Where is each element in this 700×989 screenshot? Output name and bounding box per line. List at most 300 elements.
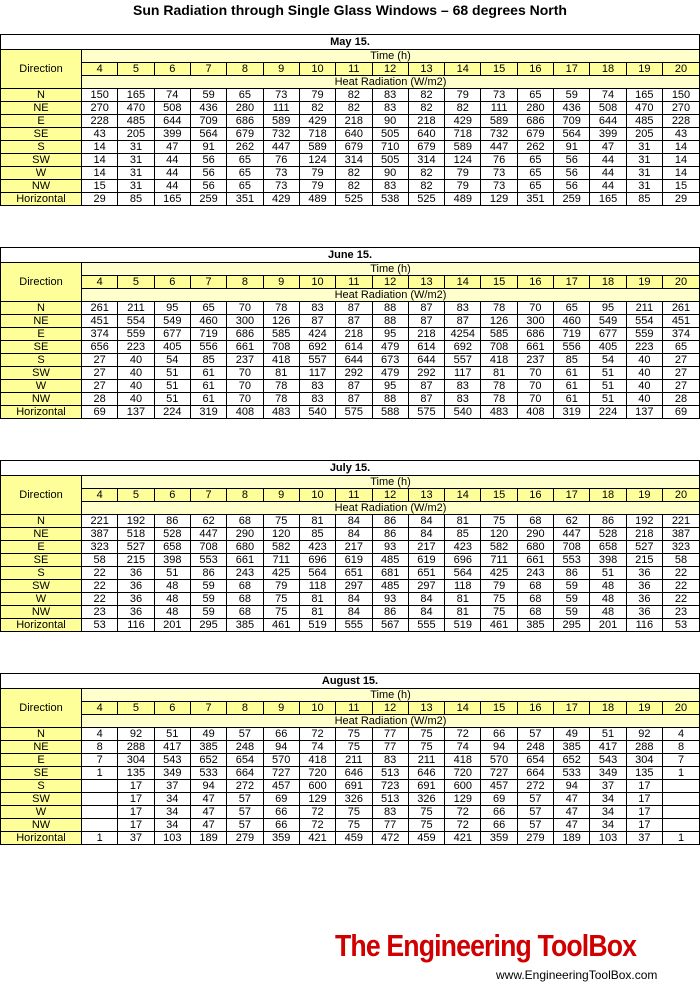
radiation-value: 36 [626,567,662,580]
radiation-value: 51 [590,567,626,580]
radiation-value: 82 [408,167,444,180]
radiation-value: 564 [299,567,335,580]
radiation-value: 79 [299,180,335,193]
radiation-value: 116 [626,619,662,632]
radiation-value: 555 [408,619,444,632]
radiation-value: 525 [408,193,444,206]
radiation-value: 417 [154,741,190,754]
month-block [0,34,700,206]
radiation-value: 679 [408,141,444,154]
radiation-value: 17 [626,780,662,793]
radiation-value: 505 [372,128,408,141]
radiation-value: 61 [190,393,226,406]
radiation-value: 165 [626,89,662,102]
radiation-value: 78 [263,393,299,406]
radiation-value: 17 [626,819,662,832]
radiation-value: 589 [445,141,481,154]
month-title: May 15. [1,35,699,50]
radiation-value: 66 [481,806,517,819]
radiation-value: 405 [154,341,190,354]
radiation-value: 75 [336,806,372,819]
radiation-value: 51 [154,367,190,380]
hour-header: 19 [626,276,662,289]
radiation-value: 120 [481,528,517,541]
radiation-value: 22 [663,593,700,606]
radiation-value: 677 [154,328,190,341]
radiation-value: 644 [336,354,372,367]
radiation-value: 708 [190,541,226,554]
radiation-value: 37 [626,832,662,845]
radiation-value: 53 [663,619,700,632]
radiation-value: 564 [445,567,481,580]
radiation-value: 87 [299,315,335,328]
radiation-value: 314 [336,154,372,167]
radiation-value: 72 [445,728,481,741]
radiation-value: 17 [118,819,154,832]
radiation-value: 540 [445,406,481,419]
radiation-value: 557 [299,354,335,367]
radiation-value: 304 [626,754,662,767]
hour-header: 5 [118,489,154,502]
radiation-value: 95 [372,380,408,393]
radiation-value: 68 [227,593,263,606]
radiation-value [663,819,700,832]
radiation-value: 349 [154,767,190,780]
radiation-value: 436 [554,102,590,115]
direction-label: S [1,567,82,580]
direction-header: Direction [1,50,82,89]
radiation-value: 51 [154,393,190,406]
radiation-value: 74 [590,89,626,102]
radiation-value: 485 [372,554,408,567]
radiation-value: 385 [517,619,553,632]
radiation-value: 280 [517,102,553,115]
radiation-value: 326 [336,793,372,806]
radiation-value: 37 [590,780,626,793]
radiation-value: 126 [263,315,299,328]
radiation-value: 218 [336,115,372,128]
hour-header: 16 [517,63,553,76]
radiation-value: 73 [481,167,517,180]
radiation-value: 349 [590,767,626,780]
direction-label: SW [1,793,82,806]
radiation-value: 47 [190,819,226,832]
radiation-value: 27 [82,354,118,367]
radiation-value: 47 [554,806,590,819]
radiation-value: 65 [517,167,553,180]
radiation-value: 27 [82,367,118,380]
radiation-value: 288 [626,741,662,754]
radiation-value: 27 [663,380,700,393]
radiation-value: 40 [626,393,662,406]
radiation-value: 36 [626,580,662,593]
time-header: Time (h) [82,476,700,489]
radiation-value: 215 [118,554,154,567]
table-row [1,380,699,393]
radiation-value: 73 [263,89,299,102]
radiation-value: 74 [299,741,335,754]
radiation-value: 479 [372,367,408,380]
hour-header: 6 [154,63,190,76]
radiation-value: 661 [517,341,553,354]
radiation-value: 677 [590,328,626,341]
radiation-value: 36 [626,593,662,606]
radiation-value: 68 [517,606,553,619]
direction-label: W [1,380,82,393]
radiation-value: 589 [481,115,517,128]
radiation-value: 44 [154,167,190,180]
radiation-value: 261 [663,302,700,315]
radiation-value: 489 [445,193,481,206]
radiation-value: 73 [263,167,299,180]
radiation-value: 57 [227,806,263,819]
radiation-value: 646 [336,767,372,780]
radiation-value: 69 [263,793,299,806]
radiation-value: 270 [82,102,118,115]
hour-header: 8 [227,489,263,502]
radiation-value: 56 [190,154,226,167]
table-row [1,767,699,780]
radiation-value: 81 [299,515,335,528]
table-row [1,515,699,528]
radiation-value: 66 [263,728,299,741]
radiation-value: 137 [118,406,154,419]
radiation-value: 65 [227,154,263,167]
radiation-value: 553 [554,554,590,567]
radiation-value: 61 [554,367,590,380]
radiation-value [82,793,118,806]
radiation-value: 720 [445,767,481,780]
radiation-value: 77 [372,819,408,832]
radiation-value: 405 [590,341,626,354]
direction-label: NE [1,741,82,754]
radiation-value: 461 [481,619,517,632]
radiation-value: 472 [372,832,408,845]
hour-header: 10 [299,63,335,76]
radiation-value: 51 [590,367,626,380]
table-row [1,780,699,793]
radiation-value: 290 [227,528,263,541]
radiation-value: 56 [554,167,590,180]
radiation-value: 248 [517,741,553,754]
radiation-value: 189 [554,832,590,845]
radiation-value: 61 [190,367,226,380]
hour-header: 7 [190,63,226,76]
hour-header: 12 [372,63,408,76]
table-row [1,754,699,767]
radiation-value: 82 [336,180,372,193]
radiation-value: 77 [372,728,408,741]
radiation-value: 4 [82,728,118,741]
radiation-value: 300 [517,315,553,328]
radiation-value: 27 [663,367,700,380]
radiation-value: 8 [663,741,700,754]
radiation-value: 519 [445,619,481,632]
radiation-value: 36 [626,606,662,619]
radiation-value: 65 [227,180,263,193]
radiation-value: 228 [663,115,700,128]
radiation-value: 17 [118,806,154,819]
radiation-value: 59 [554,606,590,619]
radiation-value: 75 [408,728,444,741]
radiation-value: 447 [481,141,517,154]
radiation-value: 17 [118,780,154,793]
radiation-value: 710 [372,141,408,154]
radiation-value: 17 [626,806,662,819]
hour-header: 12 [372,489,408,502]
hour-header: 13 [408,489,444,502]
radiation-value: 82 [408,180,444,193]
radiation-value: 124 [299,154,335,167]
site-url[interactable]: www.EngineeringToolBox.com [496,968,658,982]
radiation-value: 429 [263,193,299,206]
direction-label: E [1,328,82,341]
radiation-value: 31 [626,180,662,193]
radiation-value: 31 [118,141,154,154]
radiation-value: 314 [408,154,444,167]
radiation-value: 51 [154,567,190,580]
radiation-value: 85 [299,528,335,541]
radiation-value: 82 [445,102,481,115]
table-row [1,406,699,419]
direction-label: Horizontal [1,193,82,206]
radiation-value: 7 [663,754,700,767]
direction-label: S [1,780,82,793]
radiation-value: 72 [445,806,481,819]
radiation-value: 36 [118,606,154,619]
radiation-value: 36 [118,593,154,606]
radiation-value: 75 [481,593,517,606]
radiation-value: 8 [82,741,118,754]
hour-header: 16 [517,489,553,502]
radiation-value: 519 [299,619,335,632]
heat-radiation-header: Heat Radiation (W/m2) [82,76,700,89]
radiation-value: 117 [445,367,481,380]
radiation-value: 408 [227,406,263,419]
radiation-value: 77 [372,741,408,754]
radiation-value: 644 [590,115,626,128]
radiation-value: 94 [481,741,517,754]
radiation-value: 31 [118,167,154,180]
radiation-value: 85 [118,193,154,206]
radiation-value: 554 [626,315,662,328]
hour-header: 11 [336,489,372,502]
hour-header: 18 [590,489,626,502]
radiation-value: 120 [263,528,299,541]
radiation-value: 90 [372,115,408,128]
radiation-value: 82 [336,102,372,115]
radiation-value: 658 [590,541,626,554]
radiation-value: 614 [408,341,444,354]
radiation-value: 91 [554,141,590,154]
hour-header: 20 [663,489,700,502]
radiation-value: 59 [190,89,226,102]
hour-header: 7 [190,702,226,715]
radiation-value: 84 [408,528,444,541]
radiation-value: 66 [263,819,299,832]
radiation-value: 374 [82,328,118,341]
radiation-value: 65 [227,89,263,102]
radiation-value: 295 [190,619,226,632]
radiation-value: 85 [445,528,481,541]
radiation-value: 557 [445,354,481,367]
radiation-value: 95 [590,302,626,315]
table-row [1,728,699,741]
radiation-value: 555 [336,619,372,632]
radiation-value: 83 [299,393,335,406]
heat-radiation-header: Heat Radiation (W/m2) [82,715,700,728]
radiation-value: 447 [190,528,226,541]
radiation-value: 165 [590,193,626,206]
radiation-value: 56 [554,154,590,167]
radiation-value: 297 [408,580,444,593]
table-row [1,193,699,206]
radiation-value: 72 [299,728,335,741]
radiation-value: 582 [481,541,517,554]
radiation-value: 84 [408,606,444,619]
radiation-value: 103 [590,832,626,845]
radiation-value: 22 [663,567,700,580]
radiation-value: 70 [227,393,263,406]
hour-header: 5 [118,63,154,76]
radiation-value: 59 [190,606,226,619]
radiation-value: 37 [118,832,154,845]
radiation-value: 423 [299,541,335,554]
radiation-value: 323 [82,541,118,554]
radiation-value: 75 [263,515,299,528]
radiation-value: 79 [299,167,335,180]
table-row [1,315,699,328]
radiation-value: 696 [299,554,335,567]
radiation-value: 83 [372,180,408,193]
radiation-value: 4254 [445,328,481,341]
radiation-value: 29 [663,193,700,206]
direction-header: Direction [1,263,82,302]
radiation-value: 58 [663,554,700,567]
radiation-value: 559 [118,328,154,341]
radiation-value: 56 [190,180,226,193]
radiation-value: 567 [372,619,408,632]
radiation-value: 40 [118,354,154,367]
radiation-value: 723 [372,780,408,793]
radiation-value: 718 [445,128,481,141]
radiation-value: 505 [372,154,408,167]
radiation-value: 79 [299,89,335,102]
radiation-value: 1 [663,832,700,845]
hour-header: 5 [118,276,154,289]
radiation-value: 619 [336,554,372,567]
radiation-value: 129 [481,193,517,206]
radiation-value: 600 [445,780,481,793]
radiation-value: 81 [299,606,335,619]
radiation-value: 34 [154,806,190,819]
radiation-value: 31 [118,154,154,167]
direction-label: N [1,89,82,102]
radiation-value: 47 [190,806,226,819]
radiation-value: 686 [227,328,263,341]
radiation-value: 78 [263,380,299,393]
radiation-value: 243 [227,567,263,580]
hour-header: 10 [299,489,335,502]
radiation-value: 292 [408,367,444,380]
radiation-value: 65 [190,302,226,315]
radiation-value: 300 [227,315,263,328]
direction-label: E [1,754,82,767]
radiation-value: 600 [299,780,335,793]
radiation-value: 59 [190,593,226,606]
radiation-value: 29 [82,193,118,206]
radiation-value: 84 [336,606,372,619]
radiation-value: 417 [590,741,626,754]
radiation-value: 644 [154,115,190,128]
table-row [1,619,699,632]
radiation-value: 61 [554,393,590,406]
radiation-value: 93 [372,541,408,554]
radiation-value: 88 [372,393,408,406]
radiation-value: 385 [227,619,263,632]
radiation-value: 31 [118,180,154,193]
direction-label: SE [1,128,82,141]
radiation-value: 205 [626,128,662,141]
radiation-value: 84 [408,593,444,606]
radiation-value: 59 [554,89,590,102]
radiation-value: 87 [336,380,372,393]
table-row [1,606,699,619]
radiation-value: 479 [372,341,408,354]
table-row [1,302,699,315]
radiation-value: 81 [263,367,299,380]
radiation-value: 14 [663,154,700,167]
radiation-value: 686 [227,115,263,128]
direction-label: Horizontal [1,619,82,632]
radiation-value: 224 [590,406,626,419]
direction-label: NW [1,606,82,619]
radiation-value: 408 [517,406,553,419]
radiation-value: 43 [663,128,700,141]
radiation-value: 69 [663,406,700,419]
table-row [1,541,699,554]
radiation-value: 17 [626,793,662,806]
radiation-value: 290 [517,528,553,541]
radiation-value: 570 [263,754,299,767]
radiation-value: 48 [154,593,190,606]
radiation-value: 215 [626,554,662,567]
radiation-value: 79 [481,580,517,593]
hour-header: 17 [554,489,590,502]
month-title: August 15. [1,674,699,689]
radiation-value: 553 [190,554,226,567]
radiation-value: 75 [481,606,517,619]
radiation-value: 51 [590,393,626,406]
radiation-value: 84 [336,515,372,528]
radiation-value: 223 [118,341,154,354]
radiation-value [663,806,700,819]
table-row [1,393,699,406]
radiation-value: 87 [336,302,372,315]
radiation-value: 75 [336,819,372,832]
radiation-value: 150 [663,89,700,102]
direction-label: SW [1,580,82,593]
hour-header: 8 [227,63,263,76]
table-row [1,593,699,606]
radiation-value: 708 [263,341,299,354]
hour-header: 20 [663,63,700,76]
radiation-value: 94 [554,780,590,793]
radiation-value: 57 [227,819,263,832]
month-block [0,460,700,632]
radiation-value: 70 [227,380,263,393]
radiation-value: 489 [299,193,335,206]
